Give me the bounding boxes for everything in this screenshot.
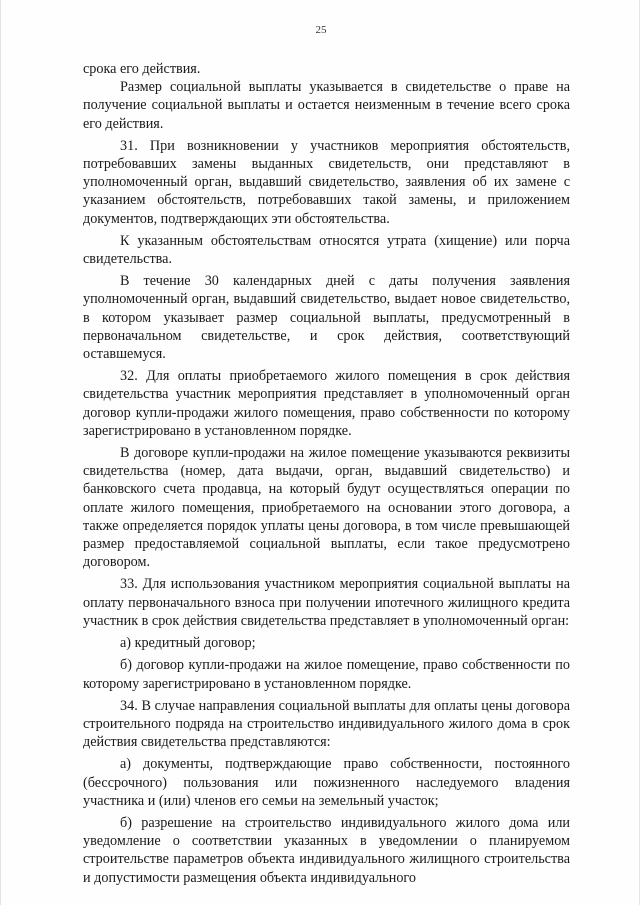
paragraph-clause-33: 33. Для использования участником мероприятия социальной выплаты на оплату первоначального взноса при получении ипотечного жилищного кредита участник в срок действия свидетельства представляет в уполномоченный орган: <box>83 576 570 629</box>
list-item-b: б) разрешение на строительство индивидуального жилого дома или уведомление о соответствии указанных в уведомлении о планируемом строительстве параметров объекта индивидуального жилищного строительства и допустимости размещения объекта индивидуального <box>83 814 570 886</box>
list-item-a: а) кредитный договор; <box>120 635 256 652</box>
paragraph-clause-32: 32. Для оплаты приобретаемого жилого помещения в срок действия свидетельства участник мероприятия представляет в уполномоченный орган договор купли-продажи жилого помещения, право собственности по которому зарегистрировано в установленном порядке. <box>83 368 570 439</box>
list-item-a: а) документы, подтверждающие право собственности, постоянного (бессрочного) пользования или пожизненного наследуемого владения участника и (или) членов его семьи на земельный участок; <box>83 756 570 809</box>
paragraph: срока его действия. <box>83 61 201 77</box>
paragraph-clause-34: 34. В случае направления социальной выплаты для оплаты цены договора строительного подряда на строительство индивидуального жилого дома в срок действия свидетельства представляются: <box>83 697 570 751</box>
paragraph: В течение 30 календарных дней с даты получения заявления уполномоченный орган, выдавший свидетельство, выдает новое свидетельство, в котором указывает размер социальной выплаты, предусмотренный в первоначальном свидетельстве, и срок действия, соответствующий оставшемуся. <box>83 273 570 363</box>
document-body <box>83 60 570 887</box>
list-item-b: б) договор купли-продажи на жилое помещение, право собственности по которому зарегистрировано в установленном порядке. <box>83 657 570 692</box>
paragraph: В договоре купли-продажи на жилое помещение указываются реквизиты свидетельства (номер, дата выдачи, орган, выдавший свидетельство) и банковского счета продавца, на который будут осуществляться операции по оплате жилого помещения, приобретаемого на основании этого договора, а также определяется порядок уплаты цены договора, в том числе превышающей размер предоставляемой социальной выплаты, если такое предусмотрено договором. <box>83 445 570 571</box>
paragraph-clause-31: 31. При возникновении у участников мероприятия обстоятельств, потребовавших замены выданных свидетельств, они представляют в уполномоченный орган, выдавший свидетельство, заявления об их замене с указанием обстоятельств, потребовавших такой замены, и приложением документов, подтверждающих эти обстоятельства. <box>83 137 570 227</box>
paragraph: К указанным обстоятельствам относятся утрата (хищение) или порча свидетельства. <box>83 232 570 268</box>
paragraph: Размер социальной выплаты указывается в свидетельстве о праве на получение социальной выплаты и остается неизменным в течение всего срока его действия. <box>83 79 570 132</box>
page-number: 25 <box>315 24 327 36</box>
